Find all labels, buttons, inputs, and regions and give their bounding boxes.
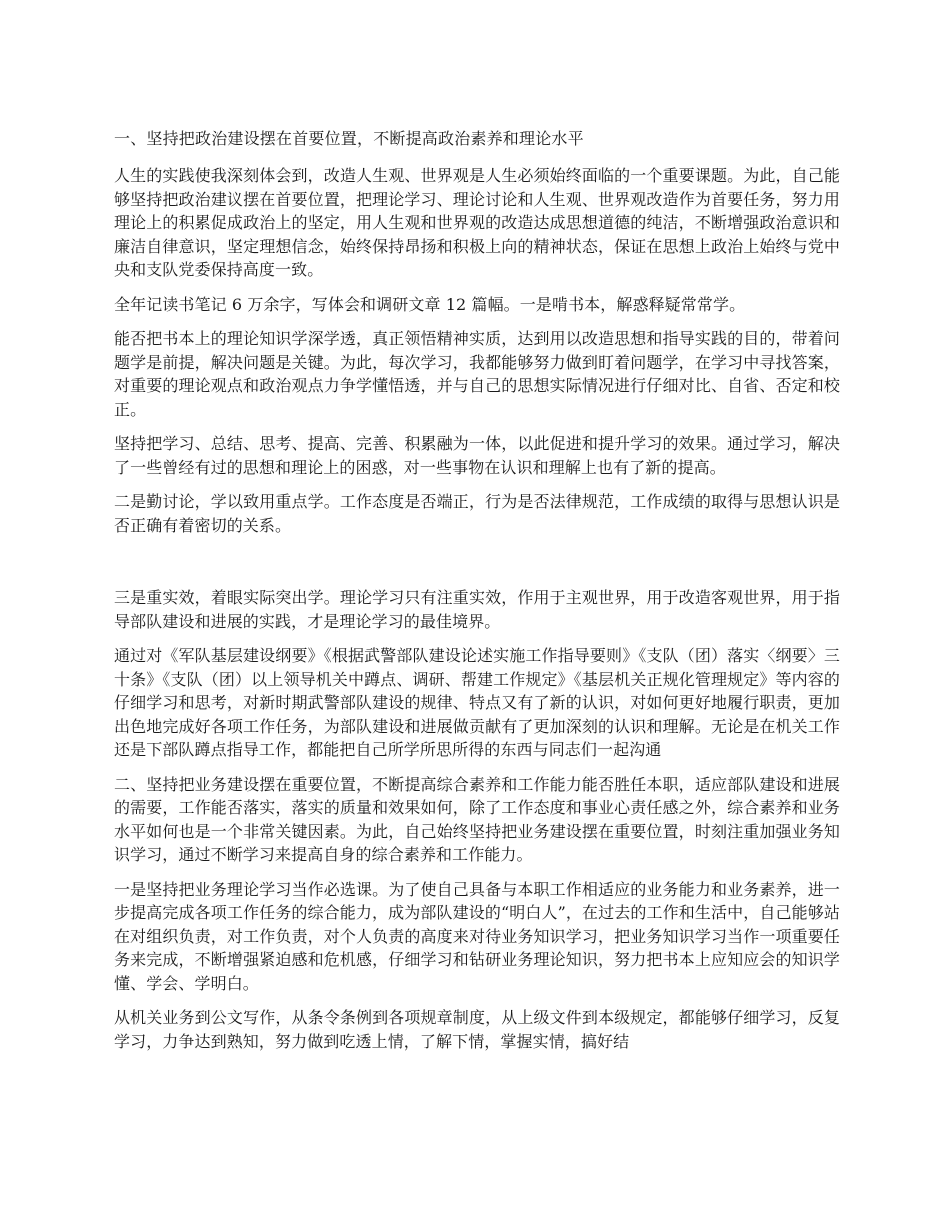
paragraph-regulations-study: 通过对《军队基层建设纲要》《根据武警部队建设论述实施工作指导要则》《支队（团）落实〈纲要〉三十条》《支队（团）以上领导机关中蹲点、调研、帮建工作规定》《基层机关正规化管理规定》等内容的仔细学习和思考，对新时期武警部队建设的规律、特点又有了新的认识，对如何更好地履行职责，更加出色地完成好各项工作任务，为部队建设和进展做贡献有了更加深刻的认识和理解。无论是在机关工作还是下部队蹲点指导工作，都能把自己所学所思所得的东西与同志们一起沟通 (114, 646, 840, 759)
paragraph-business-theory: 一是坚持把业务理论学习当作必选课。为了使自己具备与本职工作相适应的业务能力和业务素养，进一步提高完成各项工作任务的综合能力，成为部队建设的“明白人”，在过去的工作和生活中，自己能够站在对组织负责，对工作负责，对个人负责的高度来对待业务知识学习，把业务知识学习当作一项重要任务来完成，不断增强紧迫感和危机感，仔细学习和钻研业务理论知识，努力把书本上应知应会的知识学懂、学会、学明白。 (114, 879, 840, 993)
paragraph-worldview: 人生的实践使我深刻体会到，改造人生观、世界观是人生必须始终面临的一个重要课题。为此，自己能够坚持把政治建议摆在首要位置，把理论学习、理论讨论和人生观、世界观改造作为首要任务，努力用理论上的积累促成政治上的坚定，用人生观和世界观的改造达成思想道德的纯洁，不断增强政治意识和廉洁自律意识，坚定理想信念，始终保持昂扬和积极上向的精神状态，保证在思想上政治上始终与党中央和支队党委保持高度一致。 (114, 166, 840, 279)
paragraph-business-building: 二、坚持把业务建设摆在重要位置，不断提高综合素养和工作能力能否胜任本职，适应部队建设和进展的需要，工作能否落实，落实的质量和效果如何，除了工作态度和事业心责任感之外，综合素养和业务水平如何也是一个非常关键因素。为此，自己始终坚持把业务建设摆在重要位置，时刻注重加强业务知识学习，通过不断学习来提高自身的综合素养和工作能力。 (114, 774, 840, 864)
document-page (114, 128, 840, 1064)
paragraph-spacer (114, 548, 840, 586)
paragraph-reading-notes: 全年记读书笔记 6 万余字，写体会和调研文章 12 篇幅。一是啃书本，解惑释疑常常学。 (114, 294, 746, 314)
paragraph-discussion: 二是勤讨论，学以致用重点学。工作态度是否端正，行为是否法律规范，工作成绩的取得与思想认识是否正确有着密切的关系。 (114, 492, 840, 535)
paragraph-official-writing: 从机关业务到公文写作，从条令条例到各项规章制度，从上级文件到本级规定，都能够仔细学习，反复学习，力争达到熟知，努力做到吃透上情，了解下情，掌握实情，搞好结 (114, 1008, 840, 1051)
paragraph-study-with-questions: 能否把书本上的理论知识学深学透，真正领悟精神实质，达到用以改造思想和指导实践的目的，带着问题学是前提，解决问题是关键。为此，每次学习，我都能够努力做到盯着问题学，在学习中寻找答案，对重要的理论观点和政治观点力争学懂悟透，并与自己的思想实际情况进行仔细对比、自省、否定和校正。 (114, 329, 840, 419)
section-heading: 一、坚持把政治建设摆在首要位置，不断提高政治素养和理论水平 (114, 129, 584, 148)
paragraph-integrate-learning: 坚持把学习、总结、思考、提高、完善、积累融为一体，以此促进和提升学习的效果。通过学习，解决了一些曾经有过的思想和理论上的困惑，对一些事物在认识和理解上也有了新的提高。 (114, 434, 840, 477)
paragraph-practical-effect: 三是重实效，着眼实际突出学。理论学习只有注重实效，作用于主观世界，用于改造客观世界，用于指导部队建设和进展的实践，才是理论学习的最佳境界。 (114, 588, 840, 631)
